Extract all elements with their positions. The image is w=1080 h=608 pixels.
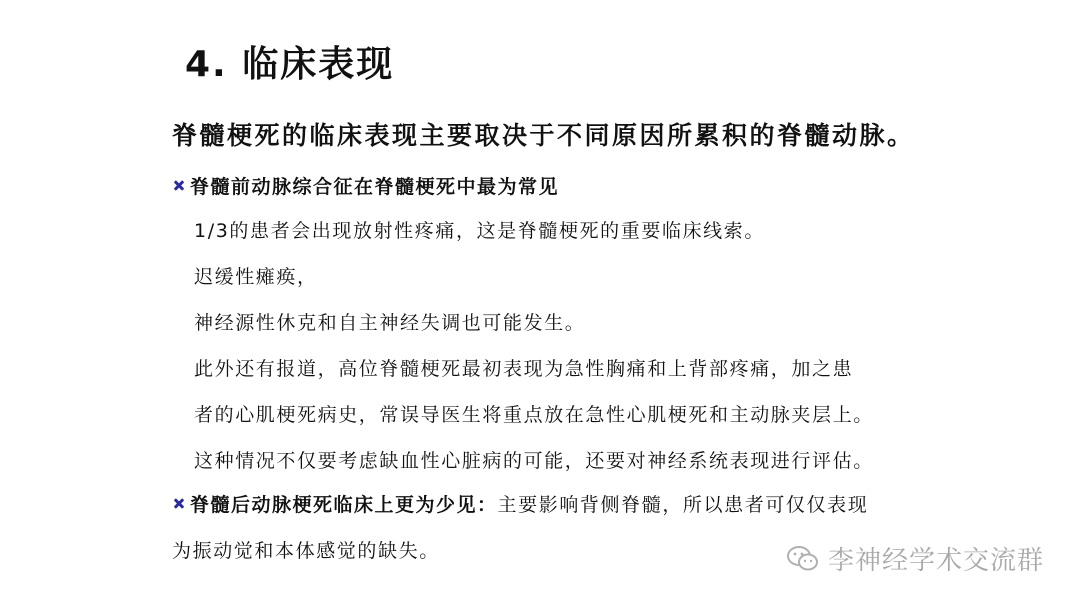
bullet-posterior-artery [172, 490, 868, 517]
watermark-text: 李神经学术交流群 [828, 546, 1045, 576]
bullet-anterior-artery [172, 172, 559, 199]
bullet-inline-text: 主要影响背侧脊髓，所以患者可仅仅表现 [497, 494, 869, 516]
detail-line: 这种情况不仅要考虑缺血性心脏病的可能，还要对神经系统表现进行评估。 [194, 450, 874, 472]
detail-line: 此外还有报道，高位脊髓梗死最初表现为急性胸痛和上背部疼痛，加之患 [194, 358, 854, 380]
detail-line: 迟缓性瘫痪， [194, 266, 318, 288]
bullet-heading: 脊髓后动脉梗死临床上更为少见： [190, 494, 498, 516]
x-bullet-icon [172, 497, 186, 511]
x-bullet-icon [172, 179, 186, 193]
lead-sentence: 脊髓梗死的临床表现主要取决于不同原因所累积的脊髓动脉。 [172, 121, 915, 150]
detail-line: 神经源性休克和自主神经失调也可能发生。 [194, 312, 586, 334]
slide-title: 4. 临床表现 [185, 44, 395, 85]
wechat-icon [786, 544, 820, 574]
watermark [786, 540, 1044, 577]
continuation-line: 为振动觉和本体感觉的缺失。 [172, 540, 440, 562]
bullet-heading: 脊髓前动脉综合征在脊髓梗死中最为常见 [190, 176, 560, 198]
detail-line: 1/3的患者会出现放射性疼痛，这是脊髓梗死的重要临床线索。 [194, 220, 765, 242]
detail-line: 者的心肌梗死病史，常误导医生将重点放在急性心肌梗死和主动脉夹层上。 [194, 404, 874, 426]
